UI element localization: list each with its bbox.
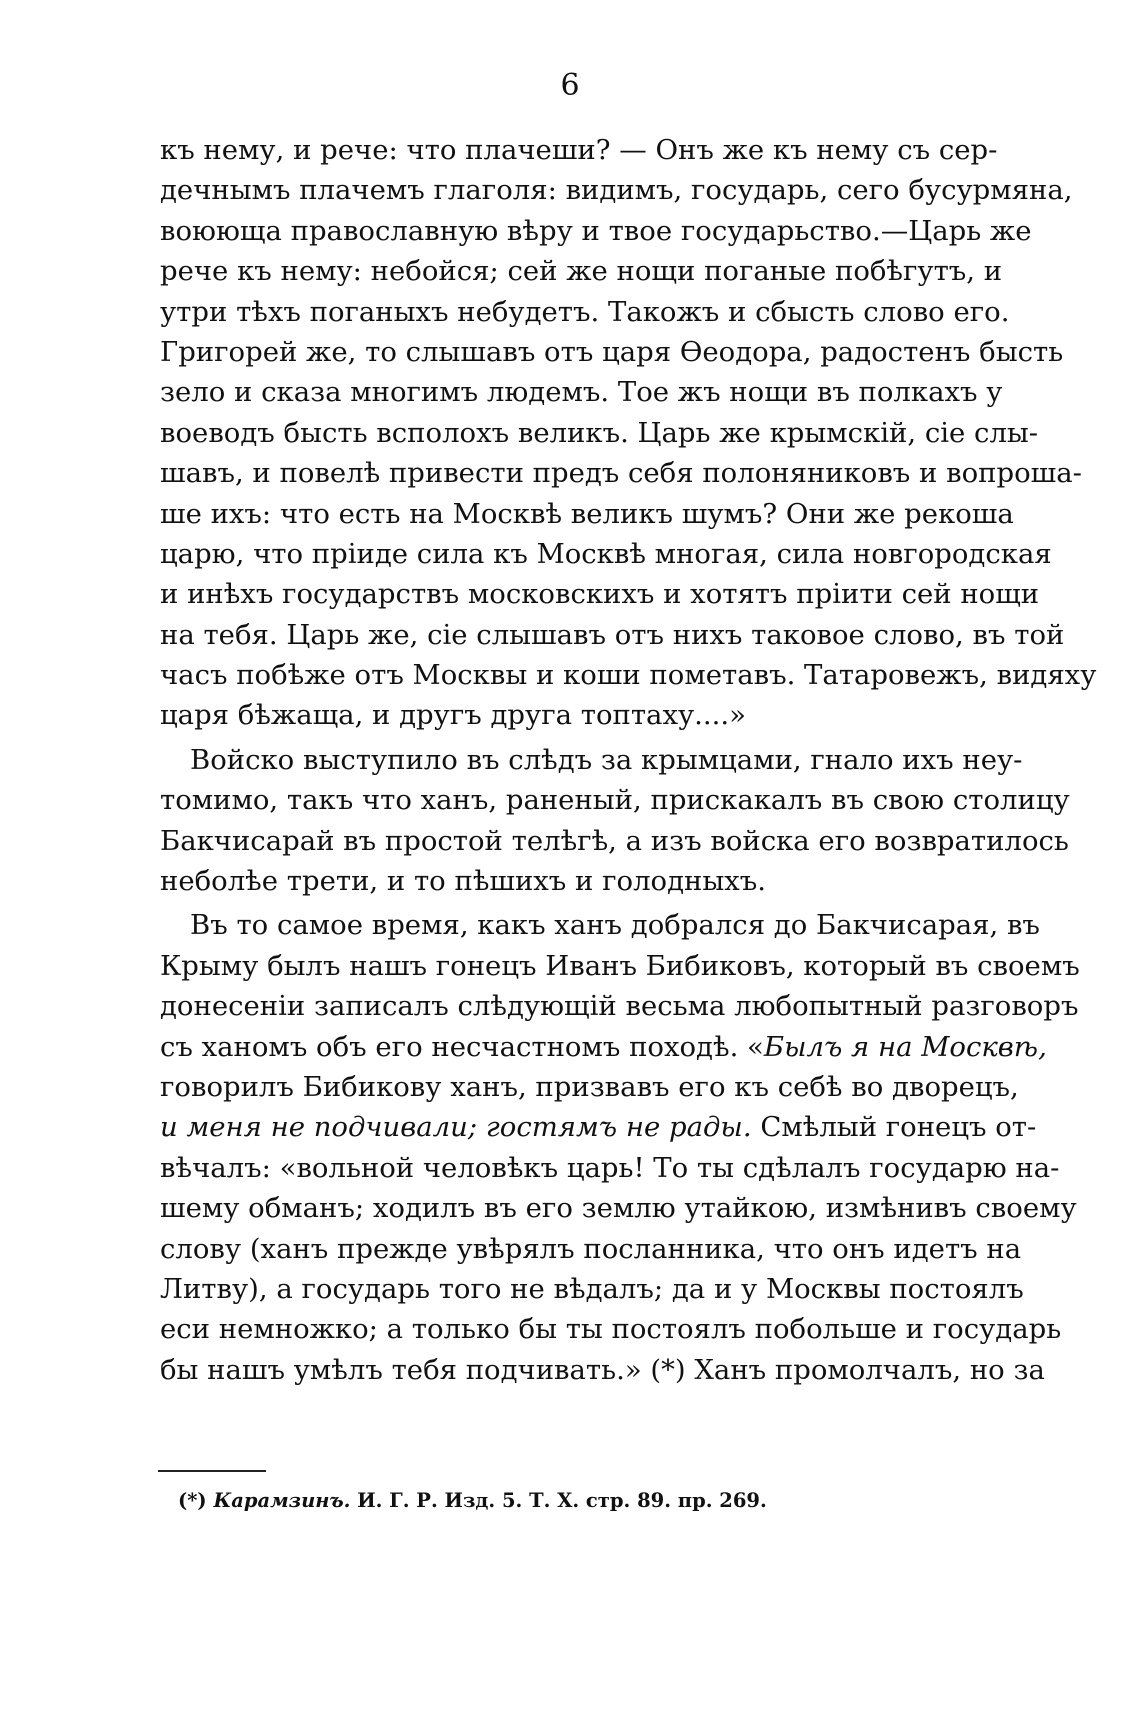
text-segment: рече къ нему: небойся; сей же нощи поганые побѣгутъ, и (160, 255, 1003, 288)
text-line (160, 821, 1069, 861)
text-segment: говорилъ Бибикову ханъ, призвавъ его къ себѣ во дворецъ, (160, 1070, 1019, 1103)
text-line (160, 1229, 1022, 1269)
footnote-author: Карамзинъ. (213, 1489, 351, 1512)
text-line (160, 986, 1079, 1026)
text-segment: вѣчалъ: «вольной человѣкъ царь! То ты сдѣлалъ государю на- (160, 1151, 1060, 1184)
text-line (160, 615, 1065, 655)
text-line (160, 372, 1003, 412)
text-segment: и инѣхъ государствъ московскихъ и хотятъ пріити сей нощи (160, 578, 1040, 611)
text-segment: шему обманъ; ходилъ въ его землю утайкою, измѣнивъ своему (160, 1192, 1077, 1225)
footnote-reference: И. Г. Р. Изд. 5. Т. X. стр. 89. пр. 269. (357, 1489, 767, 1512)
text-segment: утри тѣхъ поганыхъ небудетъ. Такожъ и сбысть слово его. (160, 295, 1010, 328)
text-line (160, 574, 1040, 614)
text-line (160, 251, 1003, 291)
italic-segment: и меня не подчивали; гостямъ не рады. (160, 1111, 752, 1144)
text-segment: томимо, такъ что ханъ, раненый, прискакалъ въ свою столицу (160, 784, 1070, 817)
text-line (160, 1148, 1060, 1188)
text-segment: царю, что пріиде сила къ Москвѣ многая, сила новгородская (160, 537, 1052, 570)
paragraph (160, 130, 1097, 736)
text-segment: воюющa православную вѣру и твое государьство.—Царь же (160, 214, 1032, 247)
text-segment: съ ханомъ объ его несчастномъ походѣ. « (160, 1030, 764, 1063)
paragraph (160, 740, 1070, 902)
text-segment: часъ побѣже отъ Москвы и коши пометавъ. Татаровежъ, видяху (160, 659, 1097, 692)
footnote (178, 1488, 767, 1514)
text-line (160, 292, 1010, 332)
main-text (160, 130, 1097, 1390)
text-line (160, 211, 1032, 251)
text-segment: воеводъ бысть всполохъ великъ. Царь же крымскій, сіе слы- (160, 416, 1039, 449)
text-segment: дечнымъ плачемъ глаголя: видимъ, государь, сего бусурмяна, (160, 174, 1073, 207)
text-segment: неболѣе трети, и то пѣшихъ и голодныхъ. (160, 865, 766, 898)
text-segment: бы нашъ умѣлъ тебя подчивать.» (*) Ханъ промолчалъ, но за (160, 1353, 1045, 1386)
footnote-divider (158, 1470, 266, 1472)
page-number: 6 (560, 68, 580, 103)
text-line (160, 494, 1014, 534)
text-line (160, 1269, 1024, 1309)
text-line (160, 1067, 1019, 1107)
text-segment: къ нему, и рече: что плачеши? — Онъ же къ нему съ сер- (160, 134, 998, 166)
text-segment: зело и сказа многимъ людемъ. Тое жъ нощи въ полкахъ у (160, 376, 1003, 409)
text-line (160, 534, 1052, 574)
text-line (160, 1188, 1077, 1228)
text-line (160, 861, 980, 901)
text-line (160, 170, 1073, 210)
text-line (160, 130, 998, 170)
text-line (160, 780, 1070, 820)
text-segment: еси немножко; а только бы ты постоялъ побольше и государь (160, 1313, 1062, 1346)
text-line (160, 453, 1082, 493)
text-segment: донесеніи записалъ слѣдующій весьма любопытный разговоръ (160, 990, 1079, 1023)
text-segment: шавъ, и повелѣ привести предъ себя полоняниковъ и вопроша- (160, 457, 1082, 490)
italic-segment: Былъ я на Москвѣ, (763, 1030, 1047, 1063)
text-segment: царя бѣжаща, и другъ друга топтаху....» (160, 699, 746, 732)
text-line (160, 946, 1080, 986)
text-segment: Смѣлый гонецъ от- (751, 1111, 1037, 1144)
paragraph (160, 905, 1080, 1390)
text-segment: Войско выступило въ слѣдъ за крымцами, гнало ихъ неу- (190, 743, 1023, 776)
footnote-mark: (*) (178, 1489, 207, 1512)
text-segment: Въ то самое время, какъ ханъ добрался до Бакчисарая, въ (190, 909, 1040, 942)
text-segment: Григорей же, то слышавъ отъ царя Ѳеодора, радостенъ бысть (160, 335, 1064, 368)
text-segment: слову (ханъ прежде увѣрялъ посланника, что онъ идетъ на (160, 1232, 1022, 1265)
text-line (160, 332, 1064, 372)
text-line (160, 1309, 1062, 1349)
text-line (160, 695, 980, 735)
text-line (160, 1350, 1045, 1390)
text-line (160, 740, 1023, 780)
text-segment: на тебя. Царь же, сіе слышавъ отъ нихъ таковое слово, въ той (160, 618, 1065, 651)
text-line (160, 1107, 1037, 1147)
text-line (160, 1027, 1047, 1067)
text-segment: ше ихъ: что есть на Москвѣ великъ шумъ? Они же рекоша (160, 497, 1014, 530)
text-line (160, 413, 1039, 453)
text-line (160, 655, 1097, 695)
text-segment: Бакчисарай въ простой телѣгѣ, а изъ войска его возвратилось (160, 824, 1069, 857)
text-line (160, 905, 1040, 945)
text-segment: Крыму былъ нашъ гонецъ Иванъ Бибиковъ, который въ своемъ (160, 949, 1080, 982)
text-segment: Литву), а государь того не вѣдалъ; да и у Москвы постоялъ (160, 1272, 1024, 1305)
